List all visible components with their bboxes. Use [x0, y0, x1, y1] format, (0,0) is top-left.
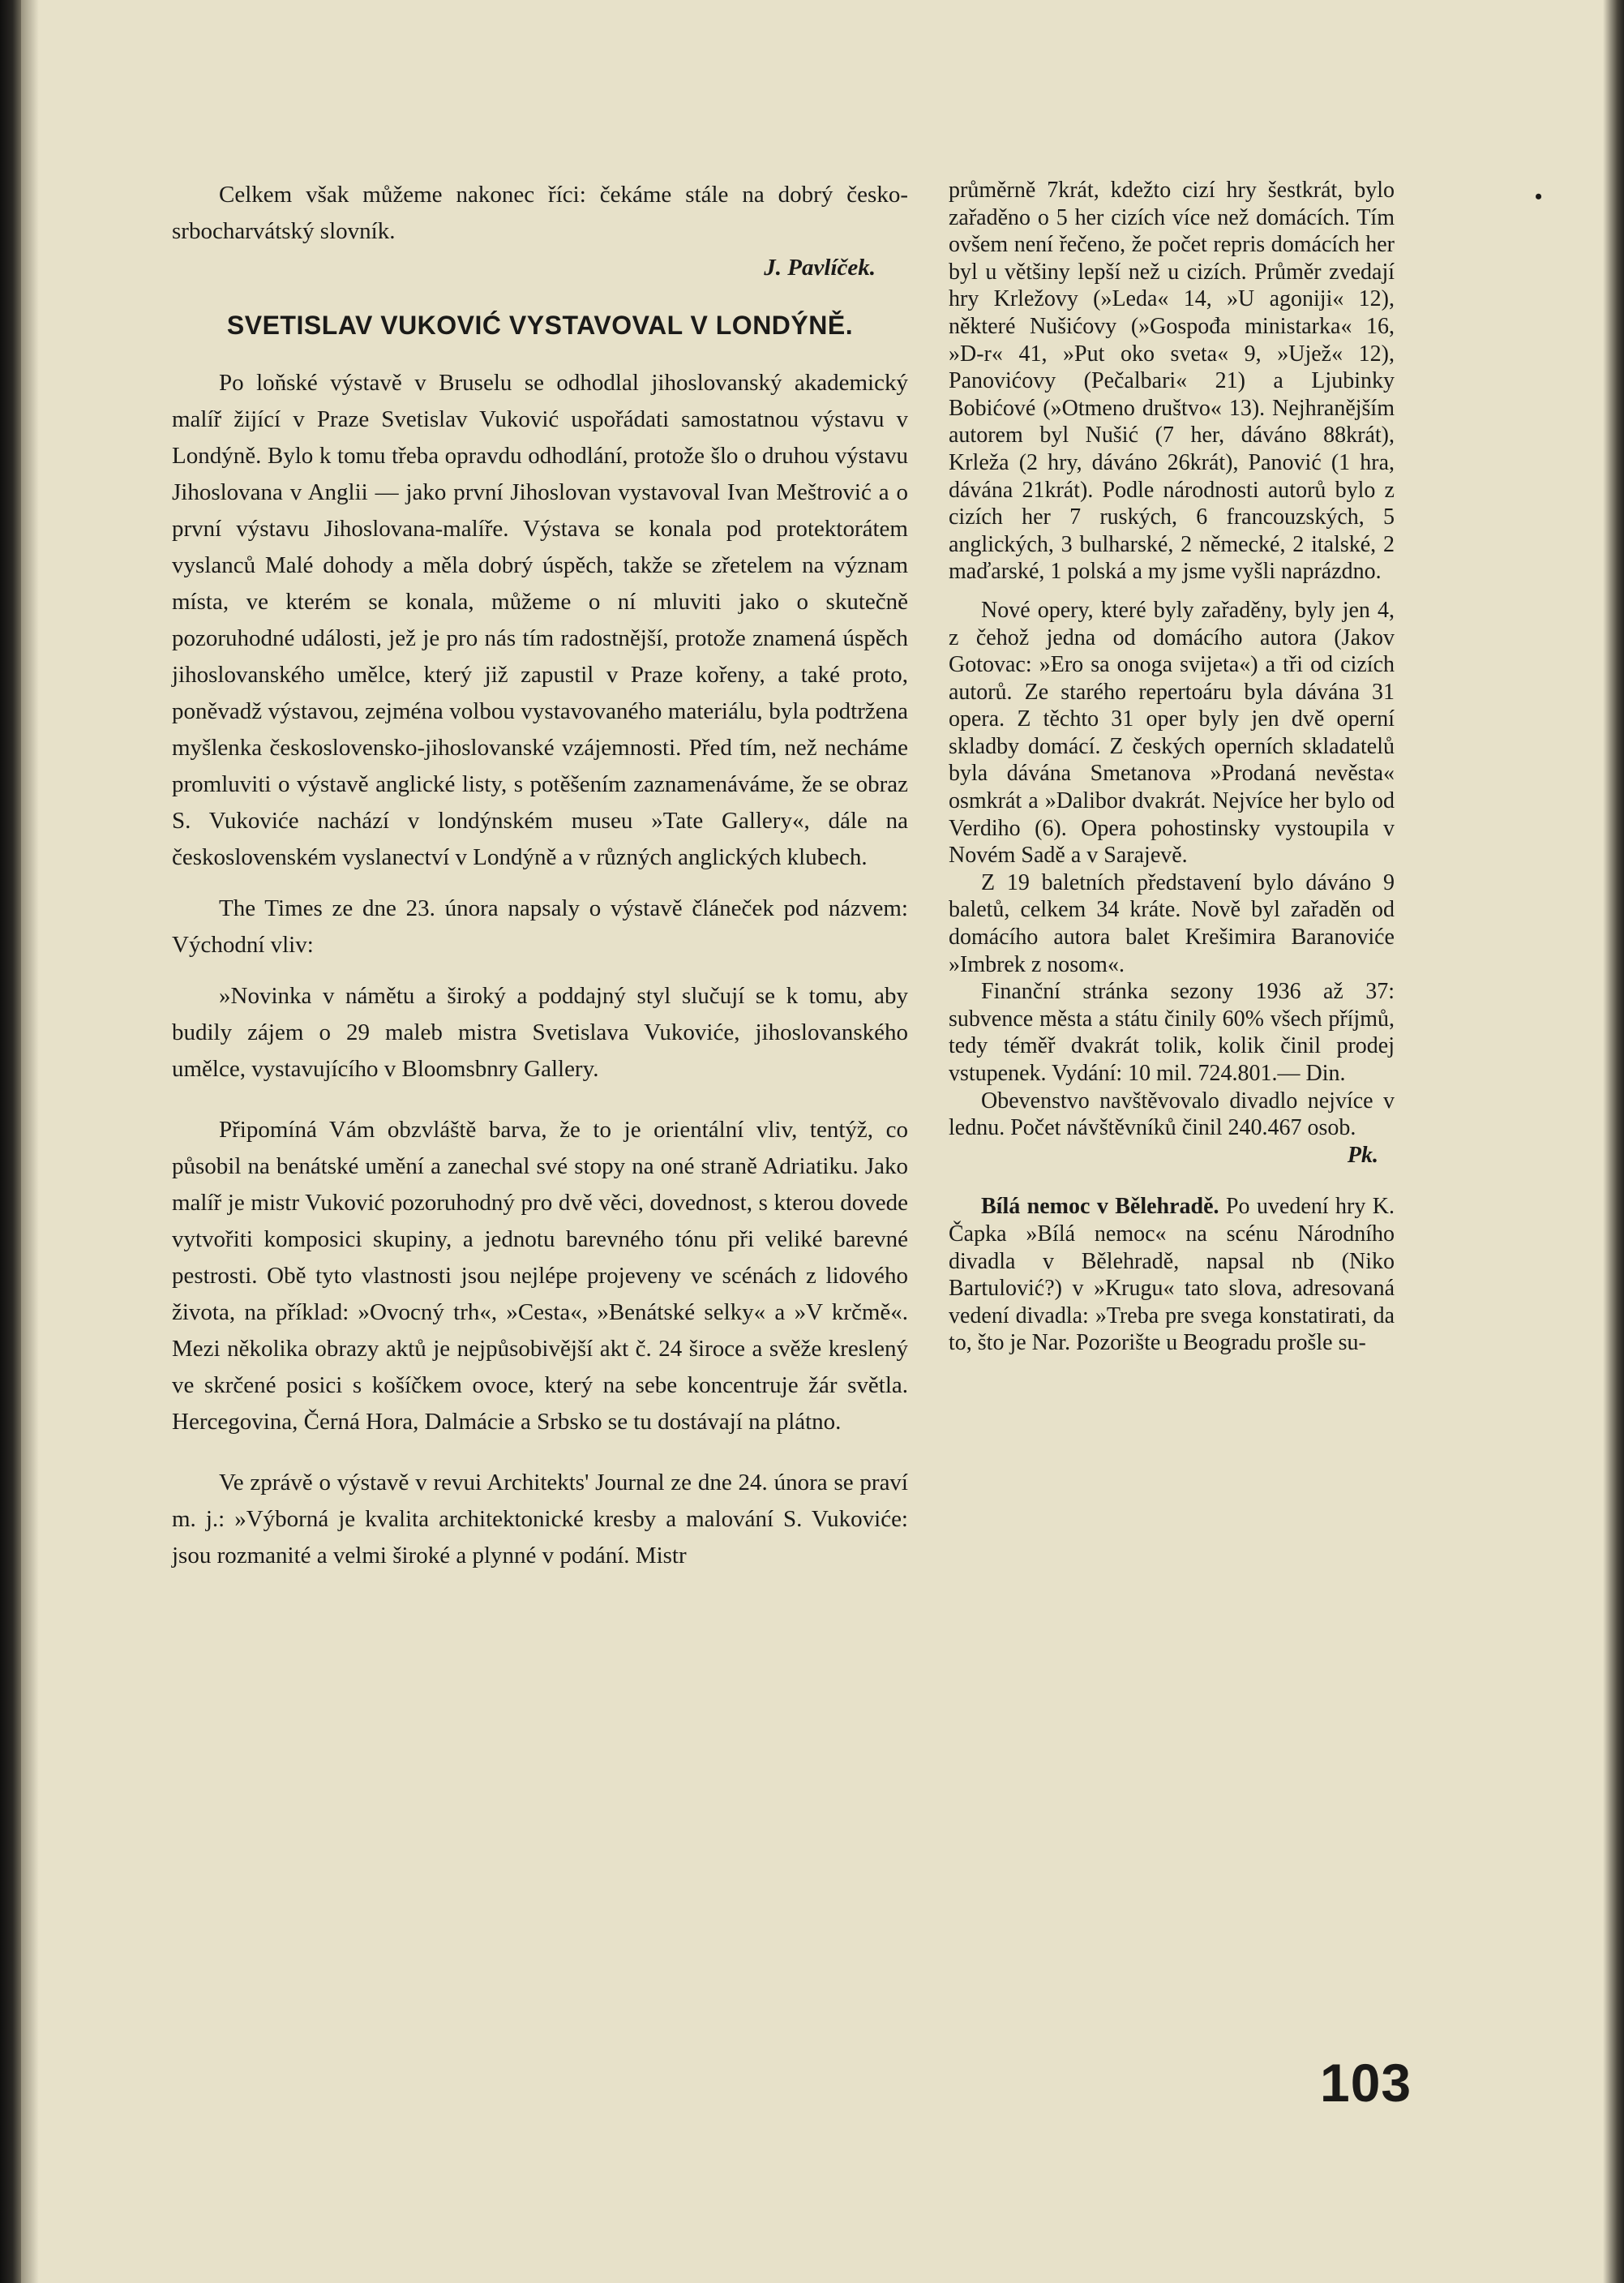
right-paragraph-1: průměrně 7krát, kdežto cizí hry šestkrát, bylo zařaděno o 5 her cizích více než domácích. Tím ovšem není řečeno, že počet repris domácích her byl u většiny lepší než u cizích. Průměr zvedají hry Krležovy (»Leda« 14, »U agoniji« 12), některé Nušićovy (»Gospođa ministarka« 16, »D-r« 41, »Put oko sveta« 9, »Ujež« 12), Panovićovy (Pečalbari« 21) a Ljubinky Bobićové (»Otmeno društvo« 13). Nejhranějším autorem byl Nušić (7 her, dáváno 88krát), Krleža (2 hry, dáváno 26krát), Panović (1 hra, dávána 21krát). Podle národnosti autorů bylo z cizích her 7 ruských, 6 francouzských, 5 anglických, 3 bulharské, 2 německé, 2 italské, 2 maďarské, 1 polská a my jsme vyšli naprázdno. [949, 178, 1395, 585]
news-lead-title: Bílá nemoc v Bělehradě. [981, 1194, 1219, 1220]
body-paragraph-1: Po loňské výstavě v Bruselu se odhodlal jihoslovanský akademický malíř žijící v Praze Svetislav Vuković uspořádati samostatnou výstavu v Londýně. Bylo k tomu třeba opravdu odhodlání, protože šlo o druhou výstavu Jihoslovana v Anglii — jako první Jihoslovan vystavoval Ivan Meštrović a o první výstavu Jihoslovana-malíře. Výstava se konala pod protektorátem vyslanců Malé dohody a měla dobrý úspěch, takže se zřetelem na význam místa, ve kterém se konala, můžeme o ní mluviti jako o skutečně pozoruhodné události, jež je pro nás tím radostnější, protože znamená úspěch jihoslovanského umělce, který již zapustil v Praze kořeny, a také proto, poněvadž výstavou, zejména volbou vystavovaného materiálu, byla podtržena myšlenka československo-jihoslovanské vzájemnosti. Před tím, než necháme promluviti o výstavě anglické listy, s potěšením zaznamenáváme, že se obraz S. Vukoviće nachází v londýnském museu »Tate Gallery«, dále na československém vyslanectví v Londýně a v různých anglických klubech. [172, 370, 908, 870]
right-paragraph-3: Z 19 baletních představení bylo dáváno 9 baletů, celkem 34 kráte. Nově byl zařaděn od domácího autora balet Krešimira Baranoviće »Imbrek z nosom«. [949, 869, 1395, 977]
right-column [949, 177, 1395, 1357]
quote-paragraph-2: Připomíná Vám obzvláště barva, že to je orientální vliv, tentýž, co působil na benátské umění a zanechal své stopy na oné straně Adriatiku. Jako malíř je mistr Vuković pozoruhodný pro dvě věci, dovednost, s kterou dovede vytvořiti komposici skupiny, a jednotu barevného tónu při veliké barevné pestrosti. Obě tyto vlastnosti jsou nejlépe projeveny ve scénách z lidového života, na příklad: »Ovocný trh«, »Cesta«, »Benátské selky« a »V krčmě«. Mezi několika obrazy aktů je nejpůsobivější akt č. 24 široce a svěže kreslený ve skrčené posici s košíčkem ovoce, který na sebe koncentruje žár světla. Hercegovina, Černá Hora, Dalmácie a Srbsko se tu dostávají na plátno. [172, 1117, 908, 1435]
body-paragraph-2: The Times ze dne 23. února napsaly o výstavě článeček pod názvem: Východní vliv: [172, 895, 908, 958]
quote-paragraph-1: »Novinka v námětu a široký a poddajný styl slučují se k tomu, aby budily zájem o 29 maleb mistra Svetislava Vukoviće, jihoslovanského umělce, vystavujícího v Bloomsbnry Gallery. [172, 983, 908, 1082]
intro-paragraph: Celkem však můžeme nakonec říci: čekáme stále na dobrý česko-srbocharvátský slovník. [172, 182, 908, 244]
margin-mark: • [1535, 185, 1543, 208]
right-paragraph-6 [949, 1193, 1395, 1357]
article-signature: J. Pavlíček. [764, 255, 876, 281]
news-body: Po uvedení hry K. Čapka »Bílá nemoc« na scénu Národního divadla v Bělehradě, napsal nb (Niko Bartulović?) v »Krugu« tato slova, adresovaná vedení divadla: »Treba pre svega konstatirati, da to, što je Nar. Pozorište u Beogradu prošle su- [949, 1194, 1395, 1356]
body-paragraph-3: Ve zprávě o výstavě v revui Architekts' Journal ze dne 24. února se praví m. j.: »Výborná je kvalita architektonické kresby a malování S. Vukoviće: jsou rozmanité a velmi široké a plynné v podání. Mistr [172, 1470, 908, 1568]
article-heading: SVETISLAV VUKOVIĆ VYSTAVOVAL V LONDÝNĚ. [226, 311, 854, 340]
right-paragraph-2: Nové opery, které byly zařaděny, byly jen 4, z čehož jedna od domácího autora (Jakov Gotovac: »Ero sa onoga svijeta«) a tři od cizích autorů. Ze starého repertoáru byla dávána 31 opera. Z těchto 31 oper byly jen dvě operní skladby domácí. Z českých operních skladatelů byla dávána Smetanova »Prodaná nevěsta« osmkrát a »Dalibor dvakrát. Nejvíce her bylo od Verdiho (6). Opera pohostinsky vystoupila v Novém Sadě a v Sarajevě. [949, 597, 1395, 869]
right-signature: Pk. [1347, 1142, 1378, 1168]
left-column [172, 177, 908, 1574]
right-paragraph-5: Obevenstvo navštěvovalo divadlo nejvíce v lednu. Počet návštěvníků činil 240.467 osob. [949, 1088, 1395, 1141]
right-paragraph-4: Finanční stránka sezony 1936 až 37: subvence města a státu činily 60% všech příjmů, tedy téměř dvakrát tolik, kolik činil prodej vstupenek. Vydání: 10 mil. 724.801.— Din. [949, 979, 1395, 1086]
page-number: 103 [1320, 2053, 1412, 2113]
